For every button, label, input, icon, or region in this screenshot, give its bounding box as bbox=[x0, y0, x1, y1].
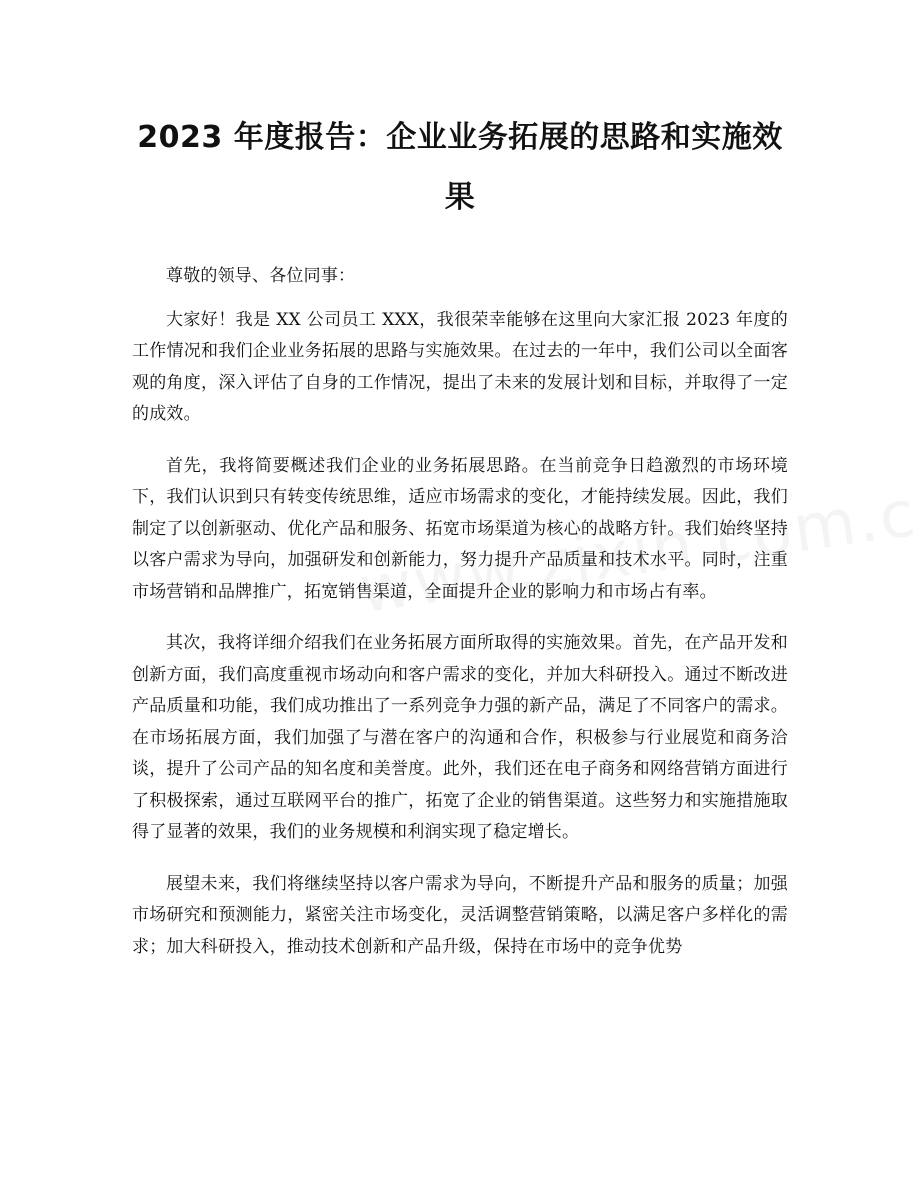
paragraph-1: 大家好！我是 XX 公司员工 XXX，我很荣幸能够在这里向大家汇报 2023 年度的工作情况和我们企业业务拓展的思路与实施效果。在过去的一年中，我们公司以全面客观的角度，深入评估了自身的工作情况，提出了未来的发展计划和目标，并取得了一定的成效。 bbox=[132, 309, 788, 424]
paragraph-4: 展望未来，我们将继续坚持以客户需求为导向，不断提升产品和服务的质量；加强市场研究和预测能力，紧密关注市场变化，灵活调整营销策略，以满足客户多样化的需求；加大科研投入，推动技术创新和产品升级，保持在市场中的竞争优势 bbox=[132, 873, 788, 957]
document-body bbox=[132, 261, 788, 963]
document-title: 2023 年度报告：企业业务拓展的思路和实施效果 bbox=[137, 120, 783, 215]
paragraph-3: 其次，我将详细介绍我们在业务拓展方面所取得的实施效果。首先，在产品开发和创新方面，我们高度重视市场动向和客户需求的变化，并加大科研投入。通过不断改进产品质量和功能，我们成功推出了一系列竞争力强的新产品，满足了不同客户的需求。在市场拓展方面，我们加强了与潜在客户的沟通和合作，积极参与行业展览和商务洽谈，提升了公司产品的知名度和美誉度。此外，我们还在电子商务和网络营销方面进行了积极探索，通过互联网平台的推广，拓宽了企业的销售渠道。这些努力和实施措施取得了显著的效果，我们的业务规模和利润实现了稳定增长。 bbox=[132, 633, 788, 842]
salutation: 尊敬的领导、各位同事： bbox=[166, 266, 356, 286]
paragraph-2: 首先，我将简要概述我们企业的业务拓展思路。在当前竞争日趋激烈的市场环境下，我们认识到只有转变传统思维，适应市场需求的变化，才能持续发展。因此，我们制定了以创新驱动、优化产品和服务、拓宽市场渠道为核心的战略方针。我们始终坚持以客户需求为导向，加强研发和创新能力，努力提升产品质量和技术水平。同时，注重市场营销和品牌推广，拓宽销售渠道，全面提升企业的影响力和市场占有率。 bbox=[132, 455, 788, 602]
